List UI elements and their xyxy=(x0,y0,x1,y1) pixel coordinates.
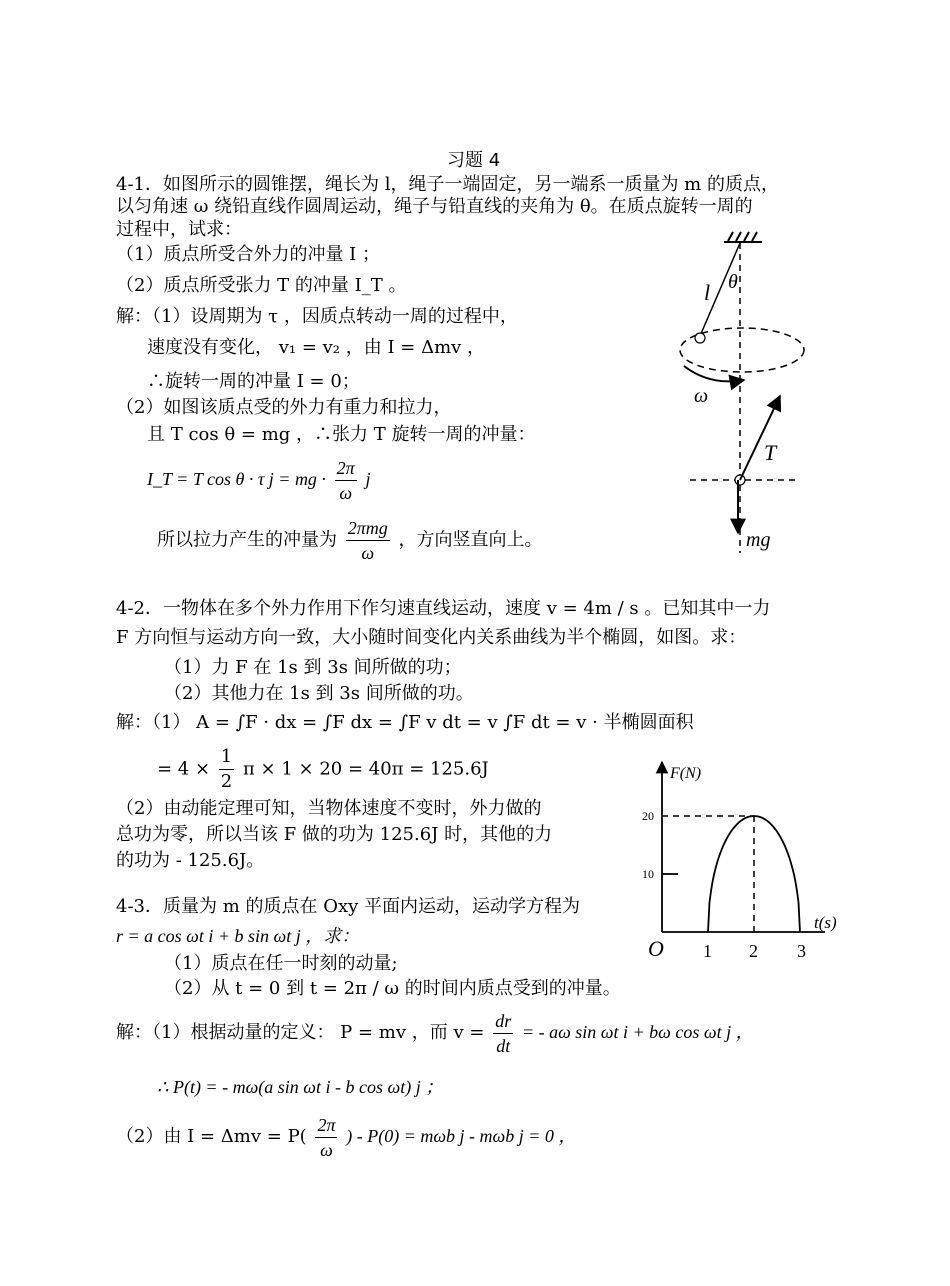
frac-numerator: dr xyxy=(493,1009,513,1034)
label-mg: mg xyxy=(746,529,771,551)
p43-solution-2: ∴ P(t) = - mω(a sin ωt i - b cos ωt) j ； xyxy=(157,1077,444,1097)
p42-work-pre: = 4 × xyxy=(157,758,211,780)
x-tick-label-1: 1 xyxy=(703,941,712,961)
frac-denominator: ω xyxy=(339,482,353,503)
origin-label: O xyxy=(648,936,664,961)
p41-solution-7 xyxy=(157,516,543,565)
label-T: T xyxy=(764,440,777,465)
p41-unit-vector: j xyxy=(365,469,371,489)
y-axis-label: F(N) xyxy=(670,765,702,782)
p43-question-2: （2）从 t = 0 到 t = 2π / ω 的时间内质点受到的冲量。 xyxy=(164,978,621,999)
p42-solution-1: 解：（1） A = ∫F · dx = ∫F dx = ∫F v dt = v ∫F dt = v · 半椭圆面积 xyxy=(116,712,694,733)
label-theta: θ xyxy=(728,271,738,293)
p41-fraction-period xyxy=(335,456,357,505)
frac-denominator: ω xyxy=(361,543,375,563)
p41-conclusion-pre: 所以拉力产生的冲量为 xyxy=(157,529,337,551)
p42-solution-3: （2）由动能定理可知，当物体速度不变时，外力做的 xyxy=(116,798,542,819)
p43-impulse-post: ) - P(0) = mωb j - mωb j = 0 ， xyxy=(346,1126,577,1146)
p43-fraction-derivative xyxy=(493,1009,513,1058)
frac-denominator: ω xyxy=(320,1139,333,1160)
label-l: l xyxy=(704,280,711,305)
p42-fraction-half xyxy=(219,745,234,794)
p42-solution-4: 总功为零，所以当该 F 做的功为 125.6J 时，其他的力 xyxy=(116,824,553,845)
p43-momentum-pre: 解：（1）根据动量的定义： P = mv ，而 v = xyxy=(116,1022,485,1043)
p42-solution-2 xyxy=(157,745,489,794)
p41-statement-line1: 4-1．如图所示的圆锥摆，绳长为 l，绳子一端固定，另一端系一质量为 m 的质点， xyxy=(116,174,779,195)
force-time-chart xyxy=(620,750,850,970)
frac-numerator: 2π xyxy=(335,456,357,481)
x-axis-label: t(s) xyxy=(814,913,837,932)
p43-question-1: （1）质点在任一时刻的动量; xyxy=(164,953,398,974)
y-tick-label-20: 20 xyxy=(642,809,654,823)
ceiling-hatch xyxy=(724,232,762,242)
conical-pendulum-figure xyxy=(670,228,820,573)
tension-arrow xyxy=(740,396,780,480)
p42-question-1: （1）力 F 在 1s 到 3s 间所做的功； xyxy=(164,657,462,678)
page-title: 习题 4 xyxy=(447,150,501,171)
pendulum-bob xyxy=(695,333,705,343)
frac-denominator: 2 xyxy=(220,771,233,792)
p43-velocity-expr: = - aω sin ωt i + bω cos ωt j ， xyxy=(521,1022,754,1042)
p42-solution-5: 的功为 - 125.6J。 xyxy=(116,850,265,871)
p43-statement-line1: 4-3．质量为 m 的质点在 Oxy 平面内运动，运动学方程为 xyxy=(116,896,581,917)
frac-denominator: dt xyxy=(496,1035,511,1056)
p42-statement-line2: F 方向恒与运动方向一致，大小随时间变化内关系曲线为半个椭圆，如图。求： xyxy=(116,627,747,648)
p43-solution-3 xyxy=(116,1112,576,1162)
p41-statement-line2: 以匀角速 ω 绕铅直线作圆周运动，绳子与铅直线的夹角为 θ。在质点旋转一周的 xyxy=(116,196,753,217)
p41-solution-1: 解：（1）设周期为 τ ，因质点转动一周的过程中， xyxy=(116,306,518,327)
p41-solution-2: 速度没有变化， v₁ = v₂ ，由 I = Δmv ， xyxy=(147,337,486,358)
p41-fraction-impulse xyxy=(346,516,390,565)
p41-solution-6 xyxy=(147,455,370,505)
p41-solution-5: 且 T cos θ = mg ，∴张力 T 旋转一周的冲量： xyxy=(147,424,536,445)
p41-question-1: （1）质点所受合外力的冲量 I ； xyxy=(116,244,381,265)
p43-impulse-pre: （2）由 I = Δmv = P( xyxy=(116,1126,307,1147)
frac-numerator: 2πmg xyxy=(346,516,390,541)
p42-work-post: π × 1 × 20 = 40π = 125.6J xyxy=(242,758,489,780)
p41-solution-3: ∴旋转一周的冲量 I = 0； xyxy=(147,371,360,392)
x-tick-label-2: 2 xyxy=(749,941,758,961)
p41-impulse-eq: I_T = T cos θ · τ j = mg · xyxy=(147,469,326,489)
label-omega: ω xyxy=(694,385,709,407)
p42-question-2: （2）其他力在 1s 到 3s 间所做的功。 xyxy=(164,683,474,704)
p43-fraction-period xyxy=(315,1113,337,1162)
x-tick-label-3: 3 xyxy=(797,941,806,961)
y-tick-label-10: 10 xyxy=(642,867,654,881)
p43-statement-line2: r = a cos ωt i + b sin ωt j ，求： xyxy=(116,926,360,946)
p41-statement-line3: 过程中，试求： xyxy=(116,219,242,240)
p42-statement-line1: 4-2．一物体在多个外力作用下作匀速直线运动，速度 v = 4m / s 。已知其中一力 xyxy=(116,598,771,619)
frac-numerator: 2π xyxy=(315,1113,337,1138)
p41-conclusion-post: ，方向竖直向上。 xyxy=(398,529,543,551)
p41-solution-4: （2）如图该质点受的外力有重力和拉力， xyxy=(116,397,452,418)
rotation-arrow-icon xyxy=(684,366,744,381)
p41-question-2: （2）质点所受张力 T 的冲量 I_T 。 xyxy=(116,275,407,296)
p43-solution-1 xyxy=(116,1008,754,1058)
frac-numerator: 1 xyxy=(219,745,234,770)
